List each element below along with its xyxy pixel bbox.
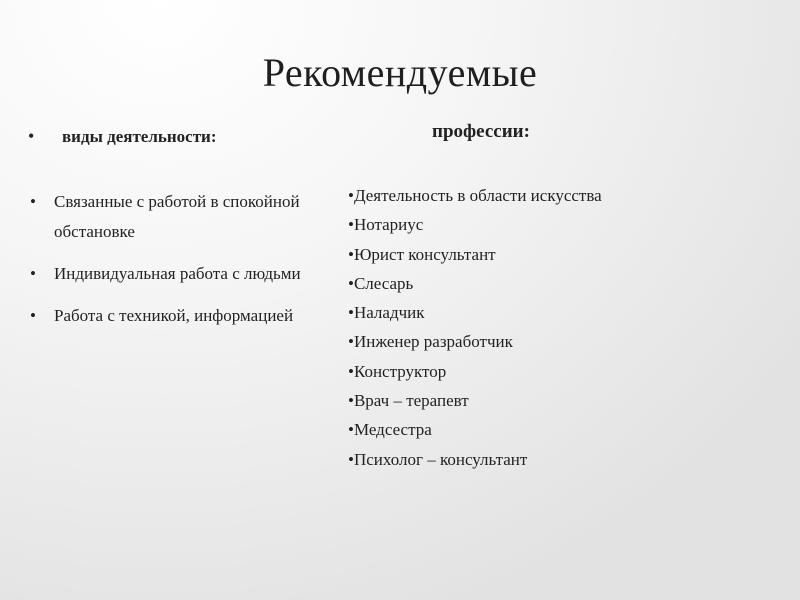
list-item: •Конструктор	[348, 361, 447, 381]
list-item: •Наладчик	[348, 303, 425, 323]
list-item: •Инженер разработчик	[348, 332, 513, 352]
list-item	[30, 187, 320, 247]
activities-heading	[28, 120, 217, 153]
list-item: •Врач – терапевт	[348, 391, 469, 411]
list-item: •Юрист консультант	[348, 244, 496, 264]
bullet-dot: •	[30, 264, 36, 283]
heading-bullet: •	[28, 126, 35, 146]
bullet-dot: •	[30, 306, 36, 325]
slide-title: Рекомендуемые	[262, 50, 538, 95]
list-item	[30, 301, 320, 331]
list-item: •Нотариус	[348, 215, 424, 235]
bullet-dot: •	[30, 192, 36, 211]
list-item: •Психолог – консультант	[348, 449, 528, 469]
activities-heading-text: виды деятельности:	[62, 127, 217, 146]
list-item: •Слесарь	[348, 273, 414, 293]
activities-list	[30, 187, 320, 343]
professions-list	[348, 181, 788, 474]
list-item: •Деятельность в области искусства	[348, 186, 602, 205]
list-item-text: Связанные с работой в спокойной обстановке	[54, 192, 300, 241]
list-item-text: Работа с техникой, информацией	[54, 306, 294, 325]
professions-heading: профессии:	[432, 121, 530, 142]
list-item	[30, 259, 320, 289]
list-item: •Медсестра	[348, 420, 432, 440]
list-item-text: Индивидуальная работа с людьми	[54, 264, 301, 283]
